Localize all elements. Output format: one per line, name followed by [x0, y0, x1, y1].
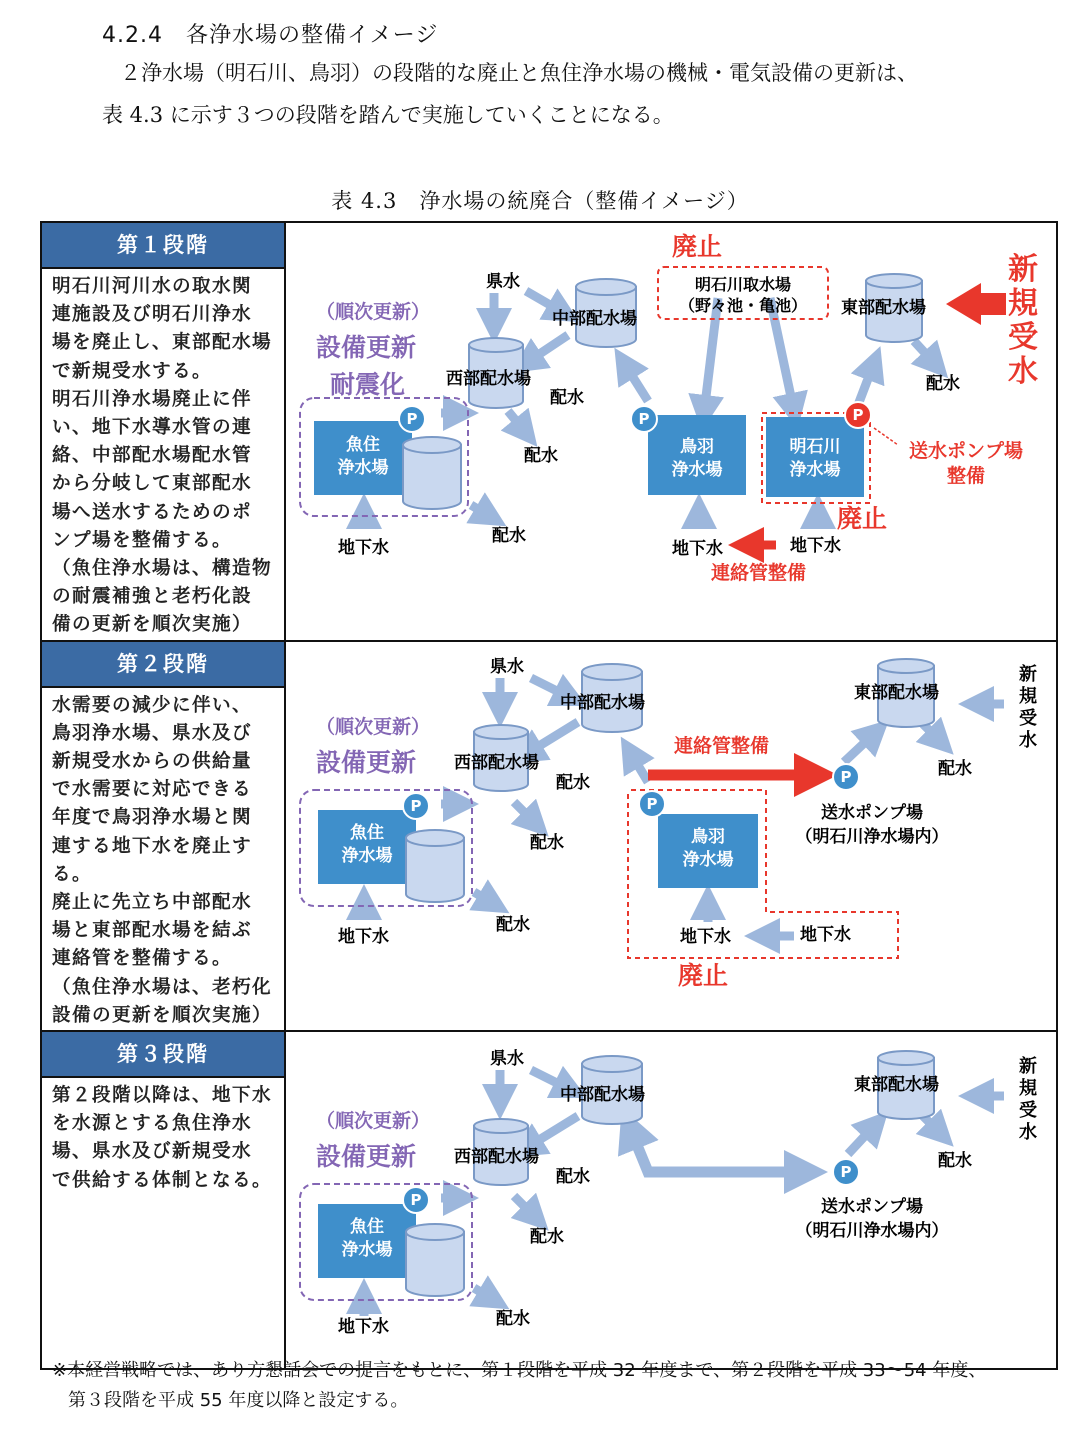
- uozumi-label-1: 魚住: [346, 435, 380, 455]
- stage-1-line: い、地下水導水管の連: [52, 417, 252, 439]
- groundwater-label: 地下水: [790, 536, 841, 556]
- pump-label: P: [638, 410, 650, 428]
- new-supply-char: 受: [1019, 707, 1037, 729]
- stage-2-title: 第２段階: [42, 642, 284, 688]
- stage-2-line: （魚住浄水場は、老朽化: [52, 976, 272, 998]
- stage-2-line: る。: [52, 863, 92, 885]
- uozumi-label-1: 魚住: [350, 1217, 384, 1238]
- stage-1-line: 絡、中部配水場配水管: [52, 445, 252, 467]
- toba-label-2: 浄水場: [682, 849, 734, 870]
- haisui-label: 配水: [496, 1309, 530, 1330]
- intro-paragraph: [102, 52, 1062, 136]
- groundwater-label: 地下水: [338, 1317, 389, 1338]
- stage-3-line: で供給する体制となる。: [52, 1169, 272, 1191]
- seq-update-label: （順次更新）: [316, 1110, 431, 1133]
- section-heading: 4.2.4 各浄水場の整備イメージ: [102, 23, 439, 48]
- new-supply-char: 受: [1008, 320, 1038, 355]
- new-supply-char: 新: [1019, 1056, 1037, 1078]
- haisui-label: 配水: [496, 914, 530, 935]
- akashi-plant: [766, 417, 864, 497]
- uozumi-label-1: 魚住: [350, 822, 384, 843]
- new-supply-char: 新: [1008, 252, 1038, 287]
- stage-table: [40, 221, 1058, 1370]
- haisui-label: 配水: [550, 388, 584, 408]
- seibu-label: 西部配水場: [454, 1147, 539, 1168]
- akashi-label-2: 浄水場: [789, 460, 841, 480]
- stage-1-title: 第１段階: [42, 223, 284, 269]
- equip-update-label: 設備更新: [316, 1142, 417, 1172]
- seq-update-label: （順次更新）: [316, 715, 431, 738]
- stage-2-line: 連絡管を整備する。: [52, 948, 232, 970]
- stage-1-line: で新規受水する。: [52, 360, 212, 382]
- groundwater-label: 地下水: [680, 926, 731, 947]
- pipe-build-label: 連絡管整備: [711, 562, 807, 584]
- footnote-line-1: ※本経営戦略では、あり方懇話会での提言をもとに、第１段階を平成 32 年度まで、第２段階を平成 33〜54 年度、: [52, 1360, 987, 1381]
- kensui-label: 県水: [490, 1049, 524, 1070]
- stage-2-cell: [41, 641, 285, 1031]
- kensui-label: 県水: [486, 272, 520, 292]
- haisui-label: 配水: [926, 374, 960, 394]
- intake-label-1: 明石川取水場: [694, 275, 792, 294]
- new-supply-char: 新: [1019, 663, 1037, 685]
- seismic-label: 耐震化: [330, 370, 406, 399]
- stage-2-diagram: [286, 642, 1056, 1021]
- stage-3-diagram: [286, 1032, 1056, 1368]
- groundwater-label: 地下水: [800, 924, 851, 945]
- stage-2-line: 年度で鳥羽浄水場と関: [52, 807, 252, 829]
- pump-label: P: [410, 796, 422, 815]
- intake-label-2: （野々池・亀池）: [678, 296, 808, 315]
- new-supply-arrow: [946, 283, 1006, 325]
- haisui-label: 配水: [530, 832, 564, 853]
- stage-1-line: 連施設及び明石川浄水: [52, 304, 252, 326]
- stage-2-diagram-cell: [285, 641, 1057, 1031]
- stage-2-line: 連する地下水を廃止す: [52, 835, 252, 857]
- stage-3-line: 場、県水及び新規受水: [52, 1141, 252, 1163]
- abolish-label: 廃止: [837, 504, 888, 533]
- stage-1-line: 場へ送水するためのポ: [52, 501, 252, 523]
- stage-1-line: 明石川浄水場廃止に伴: [52, 388, 252, 410]
- stage-3-title: 第３段階: [42, 1032, 284, 1078]
- stage-2-line: で水需要に対応できる: [52, 779, 252, 801]
- tobu-label: 東部配水場: [854, 682, 939, 703]
- seq-update-label: （順次更新）: [316, 301, 431, 323]
- haisui-label: 配水: [556, 772, 590, 793]
- haisui-label: 配水: [938, 1151, 972, 1172]
- stage-1-diagram: [286, 223, 1056, 634]
- pump-label: P: [840, 1163, 852, 1182]
- akashi-label-1: 明石川: [789, 437, 841, 457]
- toba-label-2: 浄水場: [671, 460, 723, 480]
- new-supply-char: 規: [1019, 685, 1037, 707]
- pump-label: P: [646, 794, 658, 813]
- new-supply-char: 規: [1019, 1078, 1037, 1100]
- table-caption: 表 4.3 浄水場の統廃合（整備イメージ）: [331, 189, 749, 213]
- pump-station-label-2: （明石川浄水場内）: [795, 1221, 949, 1242]
- pump-label: P: [410, 1191, 422, 1210]
- stage-1-description: [42, 269, 284, 640]
- pipe-build-label: 連絡管整備: [674, 734, 770, 757]
- stage-3-description: [42, 1078, 284, 1195]
- chubu-label: 中部配水場: [560, 692, 645, 713]
- stage-3-line: 第２段階以降は、地下水: [52, 1085, 272, 1107]
- stage-1-line: から分岐して東部配水: [52, 473, 252, 495]
- stage-3-diagram-cell: [285, 1031, 1057, 1369]
- stage-1-line: 備の更新を順次実施）: [52, 614, 252, 636]
- chubu-label: 中部配水場: [560, 1085, 645, 1106]
- toba-label-1: 鳥羽: [680, 437, 714, 457]
- stage-2-line: 鳥羽浄水場、県水及び: [52, 722, 252, 744]
- toba-label-1: 鳥羽: [691, 826, 725, 847]
- seibu-label: 西部配水場: [454, 752, 539, 773]
- stage-2-line: 設備の更新を順次実施）: [52, 1004, 272, 1026]
- haisui-label: 配水: [556, 1167, 590, 1188]
- kensui-label: 県水: [490, 656, 524, 677]
- stage-1-cell: [41, 222, 285, 641]
- stage-2-line: 廃止に先立ち中部配水: [52, 892, 252, 914]
- stage-1-diagram-cell: [285, 222, 1057, 641]
- stage-3-cell: [41, 1031, 285, 1369]
- connecting-pipe: [630, 1128, 806, 1172]
- seibu-label: 西部配水場: [446, 369, 531, 389]
- new-supply-char: 水: [1019, 1122, 1037, 1144]
- uozumi-label-2: 浄水場: [341, 845, 393, 866]
- abolish-label: 廃止: [672, 232, 723, 261]
- groundwater-label: 地下水: [672, 539, 723, 559]
- intro-line-1: ２浄水場（明石川、鳥羽）の段階的な廃止と魚住浄水場の機械・電気設備の更新は、: [120, 61, 918, 85]
- intro-line-2: 表 4.3 に示す３つの段階を踏んで実施していくことになる。: [102, 103, 674, 127]
- stage-1-line: （魚住浄水場は、構造物: [52, 558, 272, 580]
- pump-label: P: [852, 406, 864, 424]
- haisui-label: 配水: [492, 526, 526, 546]
- pump-label: P: [406, 410, 418, 428]
- footnote-line-2: 第３段階を平成 55 年度以降と設定する。: [68, 1390, 409, 1411]
- stage-1-line: ンプ場を整備する。: [52, 529, 232, 551]
- stage-2-line: 場と東部配水場を結ぶ: [52, 920, 252, 942]
- uozumi-label-2: 浄水場: [341, 1240, 393, 1261]
- new-supply-char: 水: [1008, 354, 1038, 389]
- groundwater-label: 地下水: [338, 926, 389, 947]
- uozumi-label-2: 浄水場: [337, 458, 389, 478]
- callout-line: [874, 428, 898, 445]
- tobu-label: 東部配水場: [854, 1075, 939, 1096]
- tobu-label: 東部配水場: [841, 298, 926, 318]
- pump-label: P: [840, 767, 852, 786]
- pump-build-label-2: 整備: [946, 465, 986, 487]
- stage-1-line: の耐震補強と老朽化設: [52, 586, 252, 608]
- stage-1-line: 明石川河川水の取水関: [52, 276, 252, 297]
- haisui-label: 配水: [530, 1227, 564, 1248]
- stage-2-line: 水需要の減少に伴い、: [52, 694, 252, 716]
- new-supply-char: 規: [1008, 286, 1038, 321]
- stage-2-description: [42, 688, 284, 1030]
- haisui-label: 配水: [524, 446, 558, 466]
- stage-2-line: 新規受水からの供給量: [52, 751, 252, 773]
- chubu-label: 中部配水場: [552, 309, 637, 329]
- haisui-label: 配水: [938, 758, 972, 779]
- stage-3-line: を水源とする魚住浄水: [52, 1113, 252, 1135]
- pump-station-label-2: （明石川浄水場内）: [795, 826, 949, 847]
- pump-build-label-1: 送水ポンプ場: [908, 440, 1024, 462]
- equip-update-label: 設備更新: [316, 747, 417, 777]
- stage-1-line: 場を廃止し、東部配水場: [52, 332, 272, 354]
- new-supply-char: 受: [1019, 1100, 1037, 1122]
- groundwater-label: 地下水: [338, 538, 389, 558]
- pump-station-label-1: 送水ポンプ場: [821, 1197, 923, 1218]
- equip-update-label: 設備更新: [316, 333, 417, 362]
- pump-station-label-1: 送水ポンプ場: [821, 802, 923, 823]
- new-supply-char: 水: [1019, 729, 1037, 751]
- footnote: [52, 1356, 986, 1416]
- abolish-label: 廃止: [678, 960, 729, 990]
